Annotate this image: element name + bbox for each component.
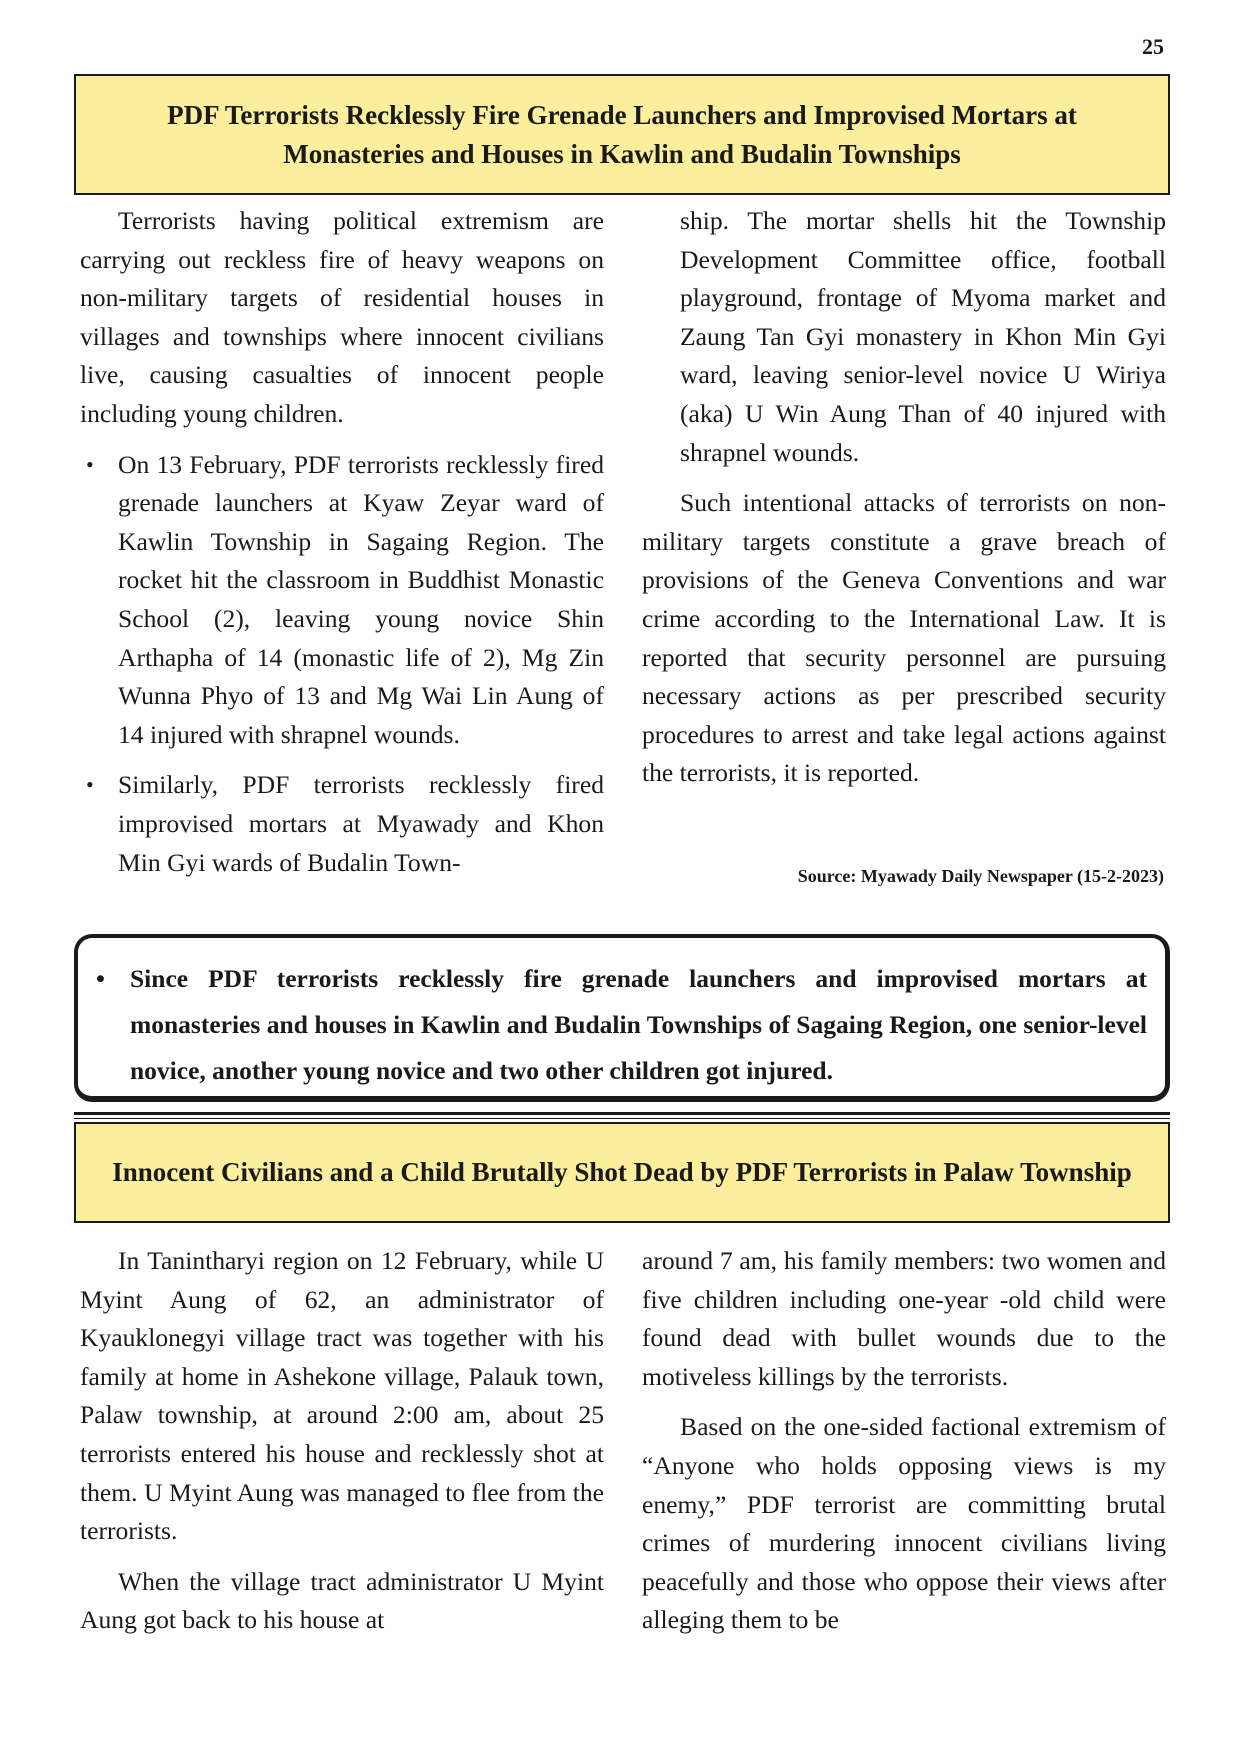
section-divider [74,1112,1170,1118]
article-title [74,1122,1170,1223]
article-paragraph: Based on the one-sided factional extremism of “Anyone who holds opposing views is my enemy,” PDF terrorist are committing brutal crimes of murdering innocent civilians living peacefully and those who oppose their views after alleging them to be [642,1412,1166,1635]
bullet-icon: • [86,451,94,477]
bullet-continuation: ship. The mortar shells hit the Township Development Committee office, football playground, frontage of Myoma market and Zaung Tan Gyi monastery in Khon Min Gyi ward, leaving senior-level novice U Wiriya (aka) U Win Aung Than of 40 injured with shrapnel wounds. [680,206,1166,467]
summary-callout [74,934,1170,1102]
bullet-icon: • [86,772,94,798]
source-citation: Source: Myawady Daily Newspaper (15-2-2023) [797,866,1164,886]
bullet-text: Similarly, PDF terrorists recklessly fired improvised mortars at Myawady and Khon Min Gyi wards of Budalin Town- [118,770,604,877]
callout-text: Since PDF terrorists recklessly fire grenade launchers and improvised mortars at monasteries and houses in Kawlin and Budalin Townships of Sagaing Region, one senior-level novice, another young novice and two other children got injured. [130,964,1147,1085]
article-title-text: PDF Terrorists Recklessly Fire Grenade Launchers and Improvised Mortars at Monasteries and Houses in Kawlin and Budalin Townships [167,99,1077,169]
list-item [80,766,604,882]
article-column-left [80,1242,604,1652]
page-number: 25 [1142,34,1164,59]
article-title-text: Innocent Civilians and a Child Brutally Shot Dead by PDF Terrorists in Palaw Township [112,1157,1132,1187]
article-column-left [80,202,604,894]
article-column-right [642,1242,1166,1652]
bullet-text: On 13 February, PDF terrorists recklessly fired grenade launchers at Kyaw Zeyar ward of Kawlin Township in Sagaing Region. The rocket hit the classroom in Buddhist Monastic School (2), leaving young novice Shin Arthapha of 14 (monastic life of 2), Mg Zin Wunna Phyo of 13 and Mg Wai Lin Aung of 14 injured with shrapnel wounds. [118,449,604,749]
bullet-list [80,446,604,883]
article-paragraph: When the village tract administrator U Myint Aung got back to his house at [80,1566,604,1635]
bullet-icon: • [96,964,105,993]
article-paragraph: In Tanintharyi region on 12 February, while U Myint Aung of 62, an administrator of Kyauklonegyi village tract was together with his family at home in Ashekone village, Palauk town, Palaw township, at around 2:00 am, about 25 terrorists entered his house and recklessly shot at them. U Myint Aung was managed to flee from the terrorists. [80,1246,604,1546]
article-conclusion: Such intentional attacks of terrorists on non-military targets constitute a grave breach of provisions of the Geneva Conventions and war crime according to the International Law. It is reported that security personnel are pursuing necessary actions as per prescribed security procedures to arrest and take legal actions against the terrorists, it is reported. [642,488,1166,788]
article-column-right [642,202,1166,805]
list-item [80,446,604,755]
article-title [74,74,1170,195]
article-paragraph: around 7 am, his family members: two women and five children including one-year -old child were found dead with bullet wounds due to the motiveless killings by the terrorists. [642,1246,1166,1391]
article-intro: Terrorists having political extremism are carrying out reckless fire of heavy weapons on non-military targets of residential houses in villages and townships where innocent civilians live, causing casualties of innocent people including young children. [80,206,604,428]
